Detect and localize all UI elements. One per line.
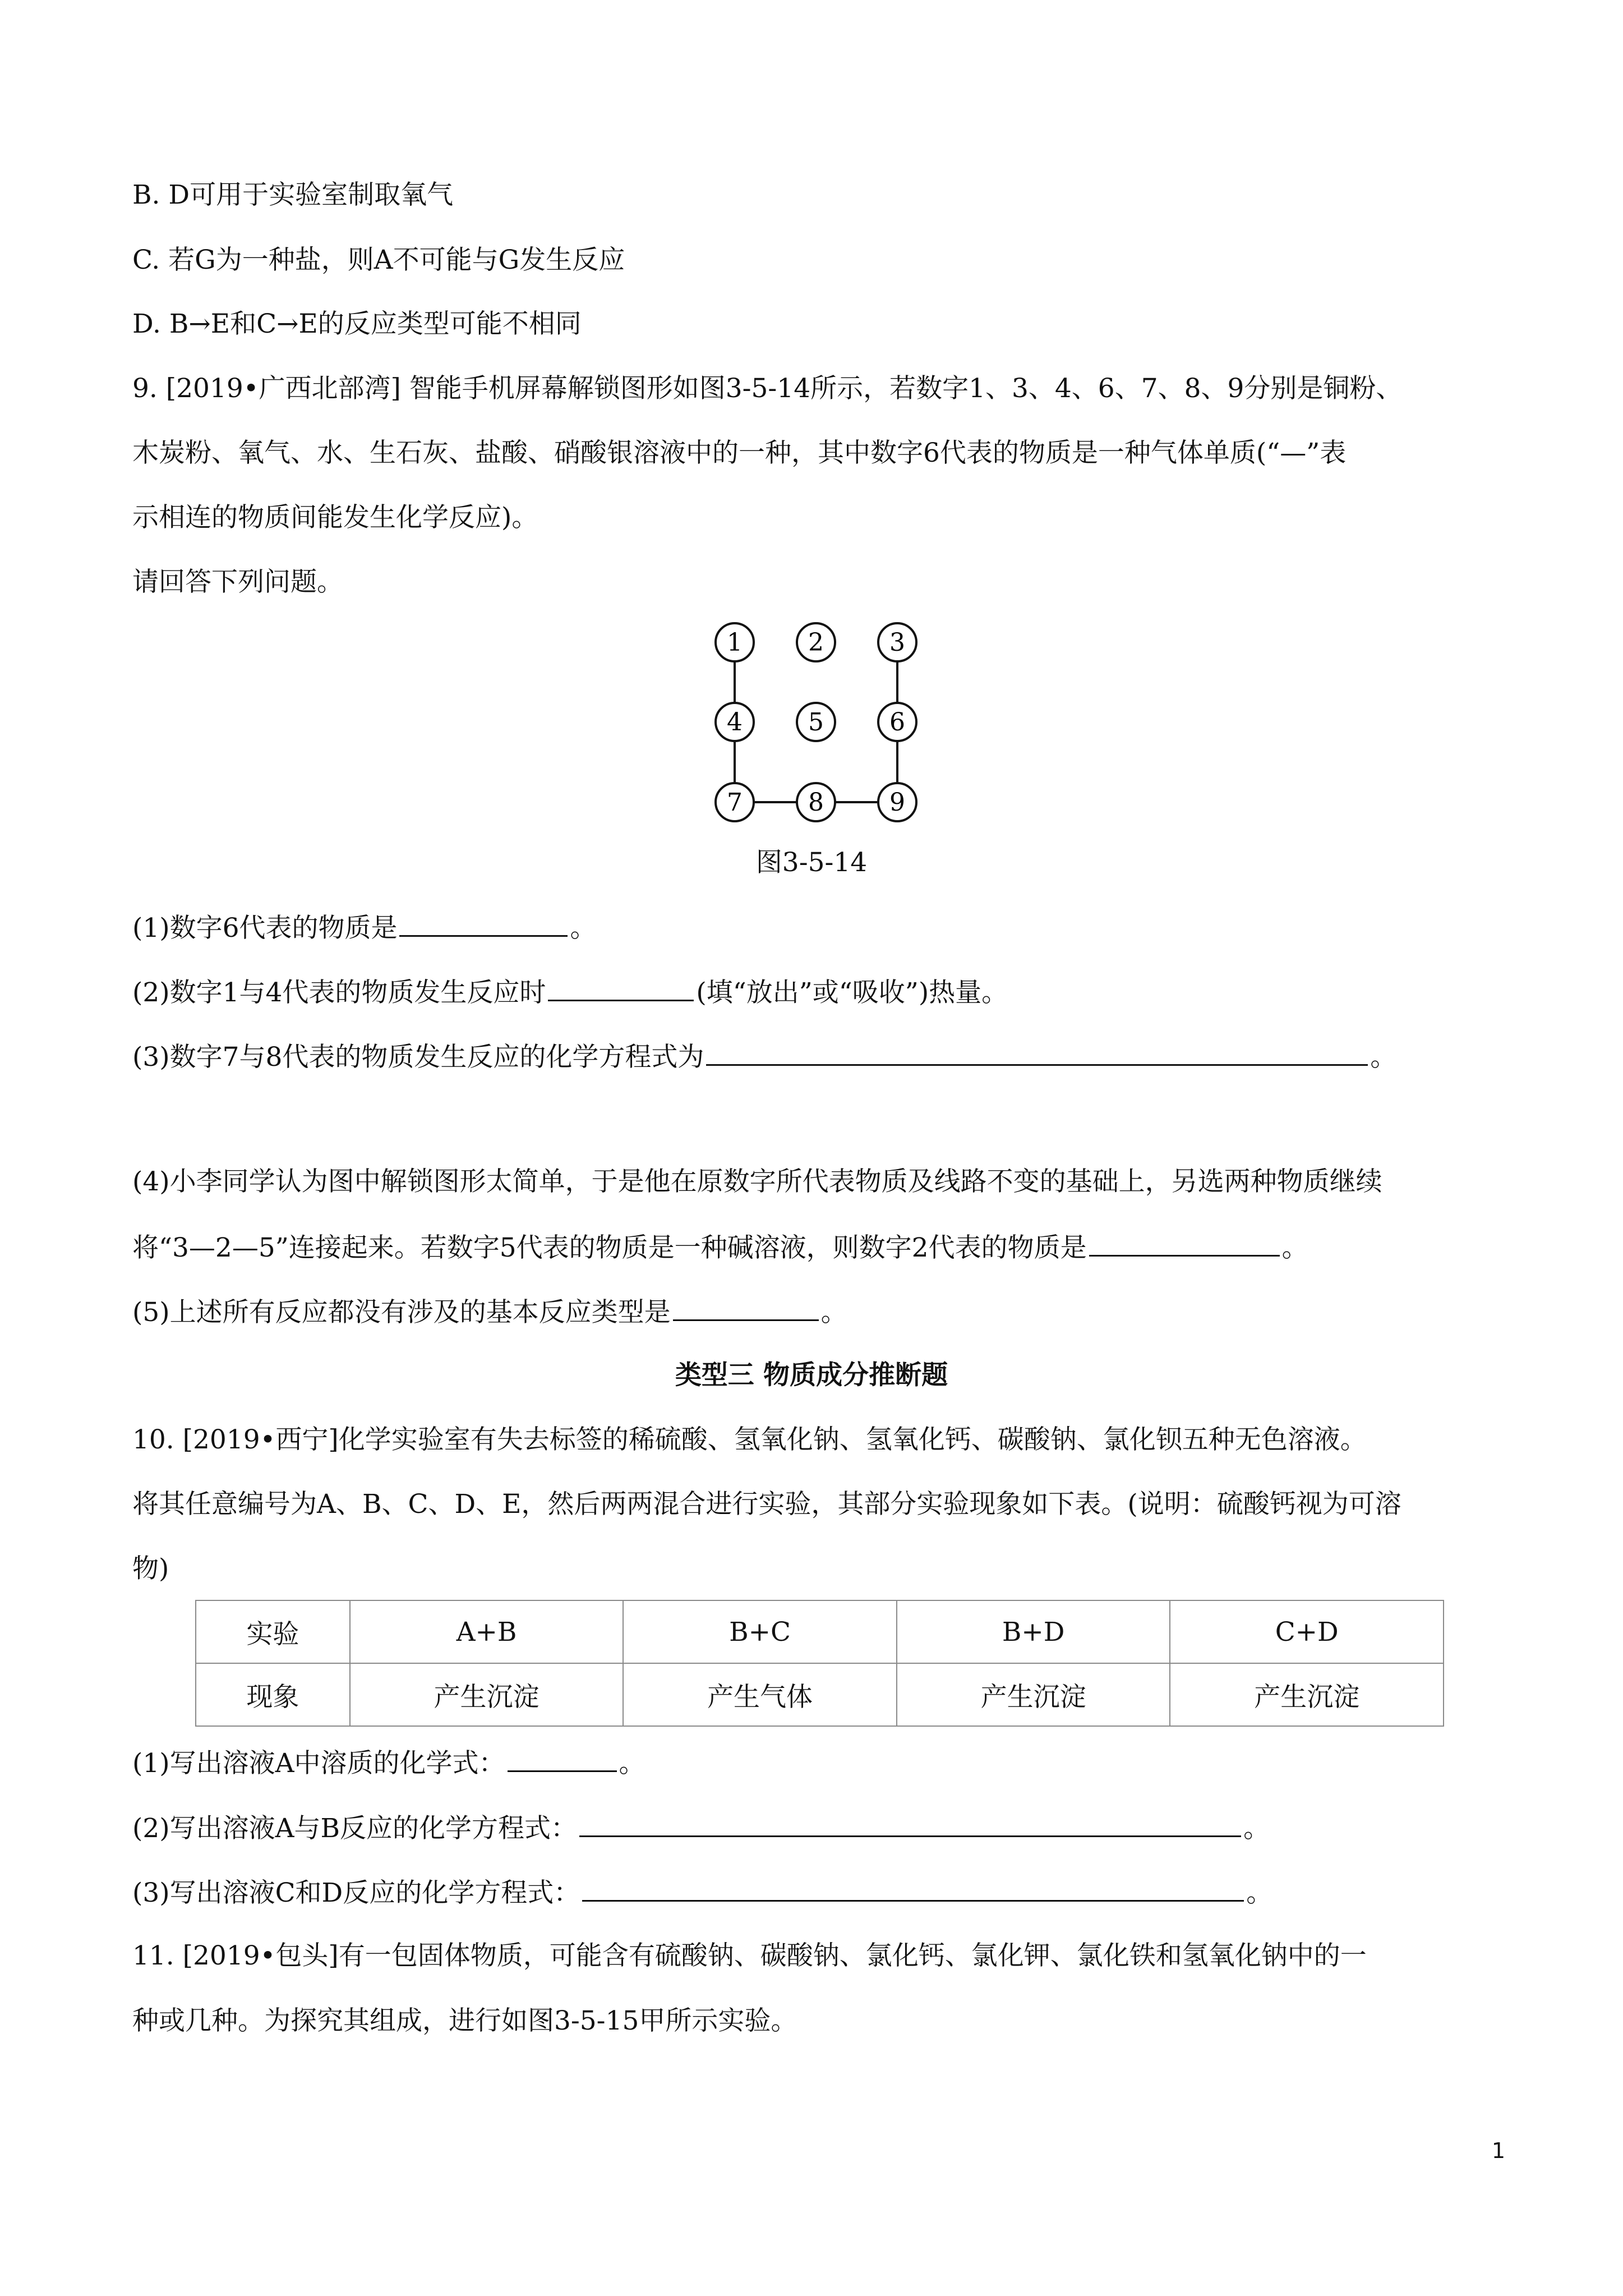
node-9-label: 9 [889,788,905,817]
node-7-label: 7 [727,788,743,817]
table-cell: 产生沉淀 [897,1663,1170,1726]
q9-sub1-text: (1)数字6代表的物质是 [132,913,398,944]
q9-sub2-blank[interactable] [548,975,694,1001]
table-cell: C+D [1170,1600,1444,1663]
q10-stem-line1: 10. [2019•西宁]化学实验室有失去标签的稀硫酸、氢氧化钠、氢氧化钙、碳酸钠、氯化钡五种无色溶液。 [132,1424,1367,1455]
q9-sub2 [132,975,1008,1010]
table-cell: B+C [623,1600,897,1663]
q10-stem-line2: 将其任意编号为A、B、C、D、E，然后两两混合进行实验，其部分实验现象如下表。(说明：硫酸钙视为可溶 [132,1489,1401,1520]
q10-stem-line3: 物) [132,1553,169,1584]
table-cell: 产生沉淀 [350,1663,624,1726]
table-cell: A+B [350,1600,624,1663]
table-header-experiment: 实验 [196,1600,350,1663]
node-6-label: 6 [889,708,905,737]
q10-sub1 [132,1746,645,1780]
node-5-label: 5 [808,708,824,737]
q9-sub1 [132,910,596,945]
table-cell: B+D [897,1600,1170,1663]
experiment-table [195,1600,1444,1727]
node-2-label: 2 [808,628,824,657]
table-row [196,1663,1444,1726]
q10-sub3-text: (3)写出溶液C和D反应的化学方程式： [132,1878,580,1908]
unlock-pattern-diagram [707,614,942,827]
q9-sub1-end: 。 [570,913,597,944]
page-number: 1 [1491,2138,1505,2163]
option-b: B. D可用于实验室制取氧气 [132,180,454,210]
q10-sub1-text: (1)写出溶液A中溶质的化学式： [132,1748,505,1779]
table-cell: 产生气体 [623,1663,897,1726]
q9-sub3 [132,1039,1396,1074]
q9-sub4-end: 。 [1281,1232,1308,1263]
q9-sub5-text: (5)上述所有反应都没有涉及的基本反应类型是 [132,1297,671,1328]
table-header-phenomenon: 现象 [196,1663,350,1726]
q9-sub4-line1: (4)小李同学认为图中解锁图形太简单，于是他在原数字所代表物质及线路不变的基础上，另选两种物质继续 [132,1166,1382,1197]
q10-sub3-blank[interactable] [582,1875,1244,1902]
table-row [196,1600,1444,1663]
q9-sub3-end: 。 [1370,1042,1397,1073]
q9-sub5-end: 。 [820,1297,847,1328]
q10-sub3-end: 。 [1246,1878,1273,1908]
q11-stem-line2: 种或几种。为探究其组成，进行如图3-5-15甲所示实验。 [132,2005,797,2036]
q9-sub4-text: 将“3—2—5”连接起来。若数字5代表的物质是一种碱溶液，则数字2代表的物质是 [132,1232,1087,1263]
q10-sub1-end: 。 [619,1748,645,1779]
node-4-label: 4 [727,708,743,737]
q10-sub2-end: 。 [1243,1813,1270,1844]
section-heading: 类型三 物质成分推断题 [675,1360,948,1391]
q9-sub2-end: (填“放出”或“吸收”)热量。 [696,977,1008,1008]
q10-sub2-text: (2)写出溶液A与B反应的化学方程式： [132,1813,578,1844]
node-8-label: 8 [808,788,824,817]
q9-prompt: 请回答下列问题。 [132,567,343,597]
q9-sub2-text: (2)数字1与4代表的物质发生反应时 [132,977,546,1008]
q9-sub5-blank[interactable] [673,1295,819,1321]
q9-sub5 [132,1295,847,1329]
q9-sub4-line2 [132,1230,1308,1265]
q11-stem-line1: 11. [2019•包头]有一包固体物质，可能含有硫酸钠、碳酸钠、氯化钙、氯化钾、氯化铁和氢氧化钠中的一 [132,1940,1367,1971]
node-1-label: 1 [727,628,743,657]
q9-sub1-blank[interactable] [399,910,568,937]
q9-sub4-blank[interactable] [1089,1230,1280,1257]
q10-sub2 [132,1811,1270,1846]
node-3-label: 3 [889,628,905,657]
q9-stem-line2: 木炭粉、氧气、水、生石灰、盐酸、硝酸银溶液中的一种，其中数字6代表的物质是一种气体单质(“—”表 [132,438,1347,468]
figure-caption: 图3-5-14 [755,847,868,878]
table-cell: 产生沉淀 [1170,1663,1444,1726]
q9-stem-line3: 示相连的物质间能发生化学反应)。 [132,502,538,533]
q9-sub3-text: (3)数字7与8代表的物质发生反应的化学方程式为 [132,1042,704,1073]
option-d: D. B→E和C→E的反应类型可能不相同 [132,309,582,339]
q9-stem-line1: 9. [2019•广西北部湾] 智能手机屏幕解锁图形如图3-5-14所示，若数字1、3、4、6、7、8、9分别是铜粉、 [132,373,1403,404]
q10-sub3 [132,1875,1272,1910]
q9-sub3-blank[interactable] [706,1039,1368,1066]
q10-sub1-blank[interactable] [508,1746,617,1772]
q10-sub2-blank[interactable] [579,1811,1241,1837]
option-c: C. 若G为一种盐，则A不可能与G发生反应 [132,245,625,275]
